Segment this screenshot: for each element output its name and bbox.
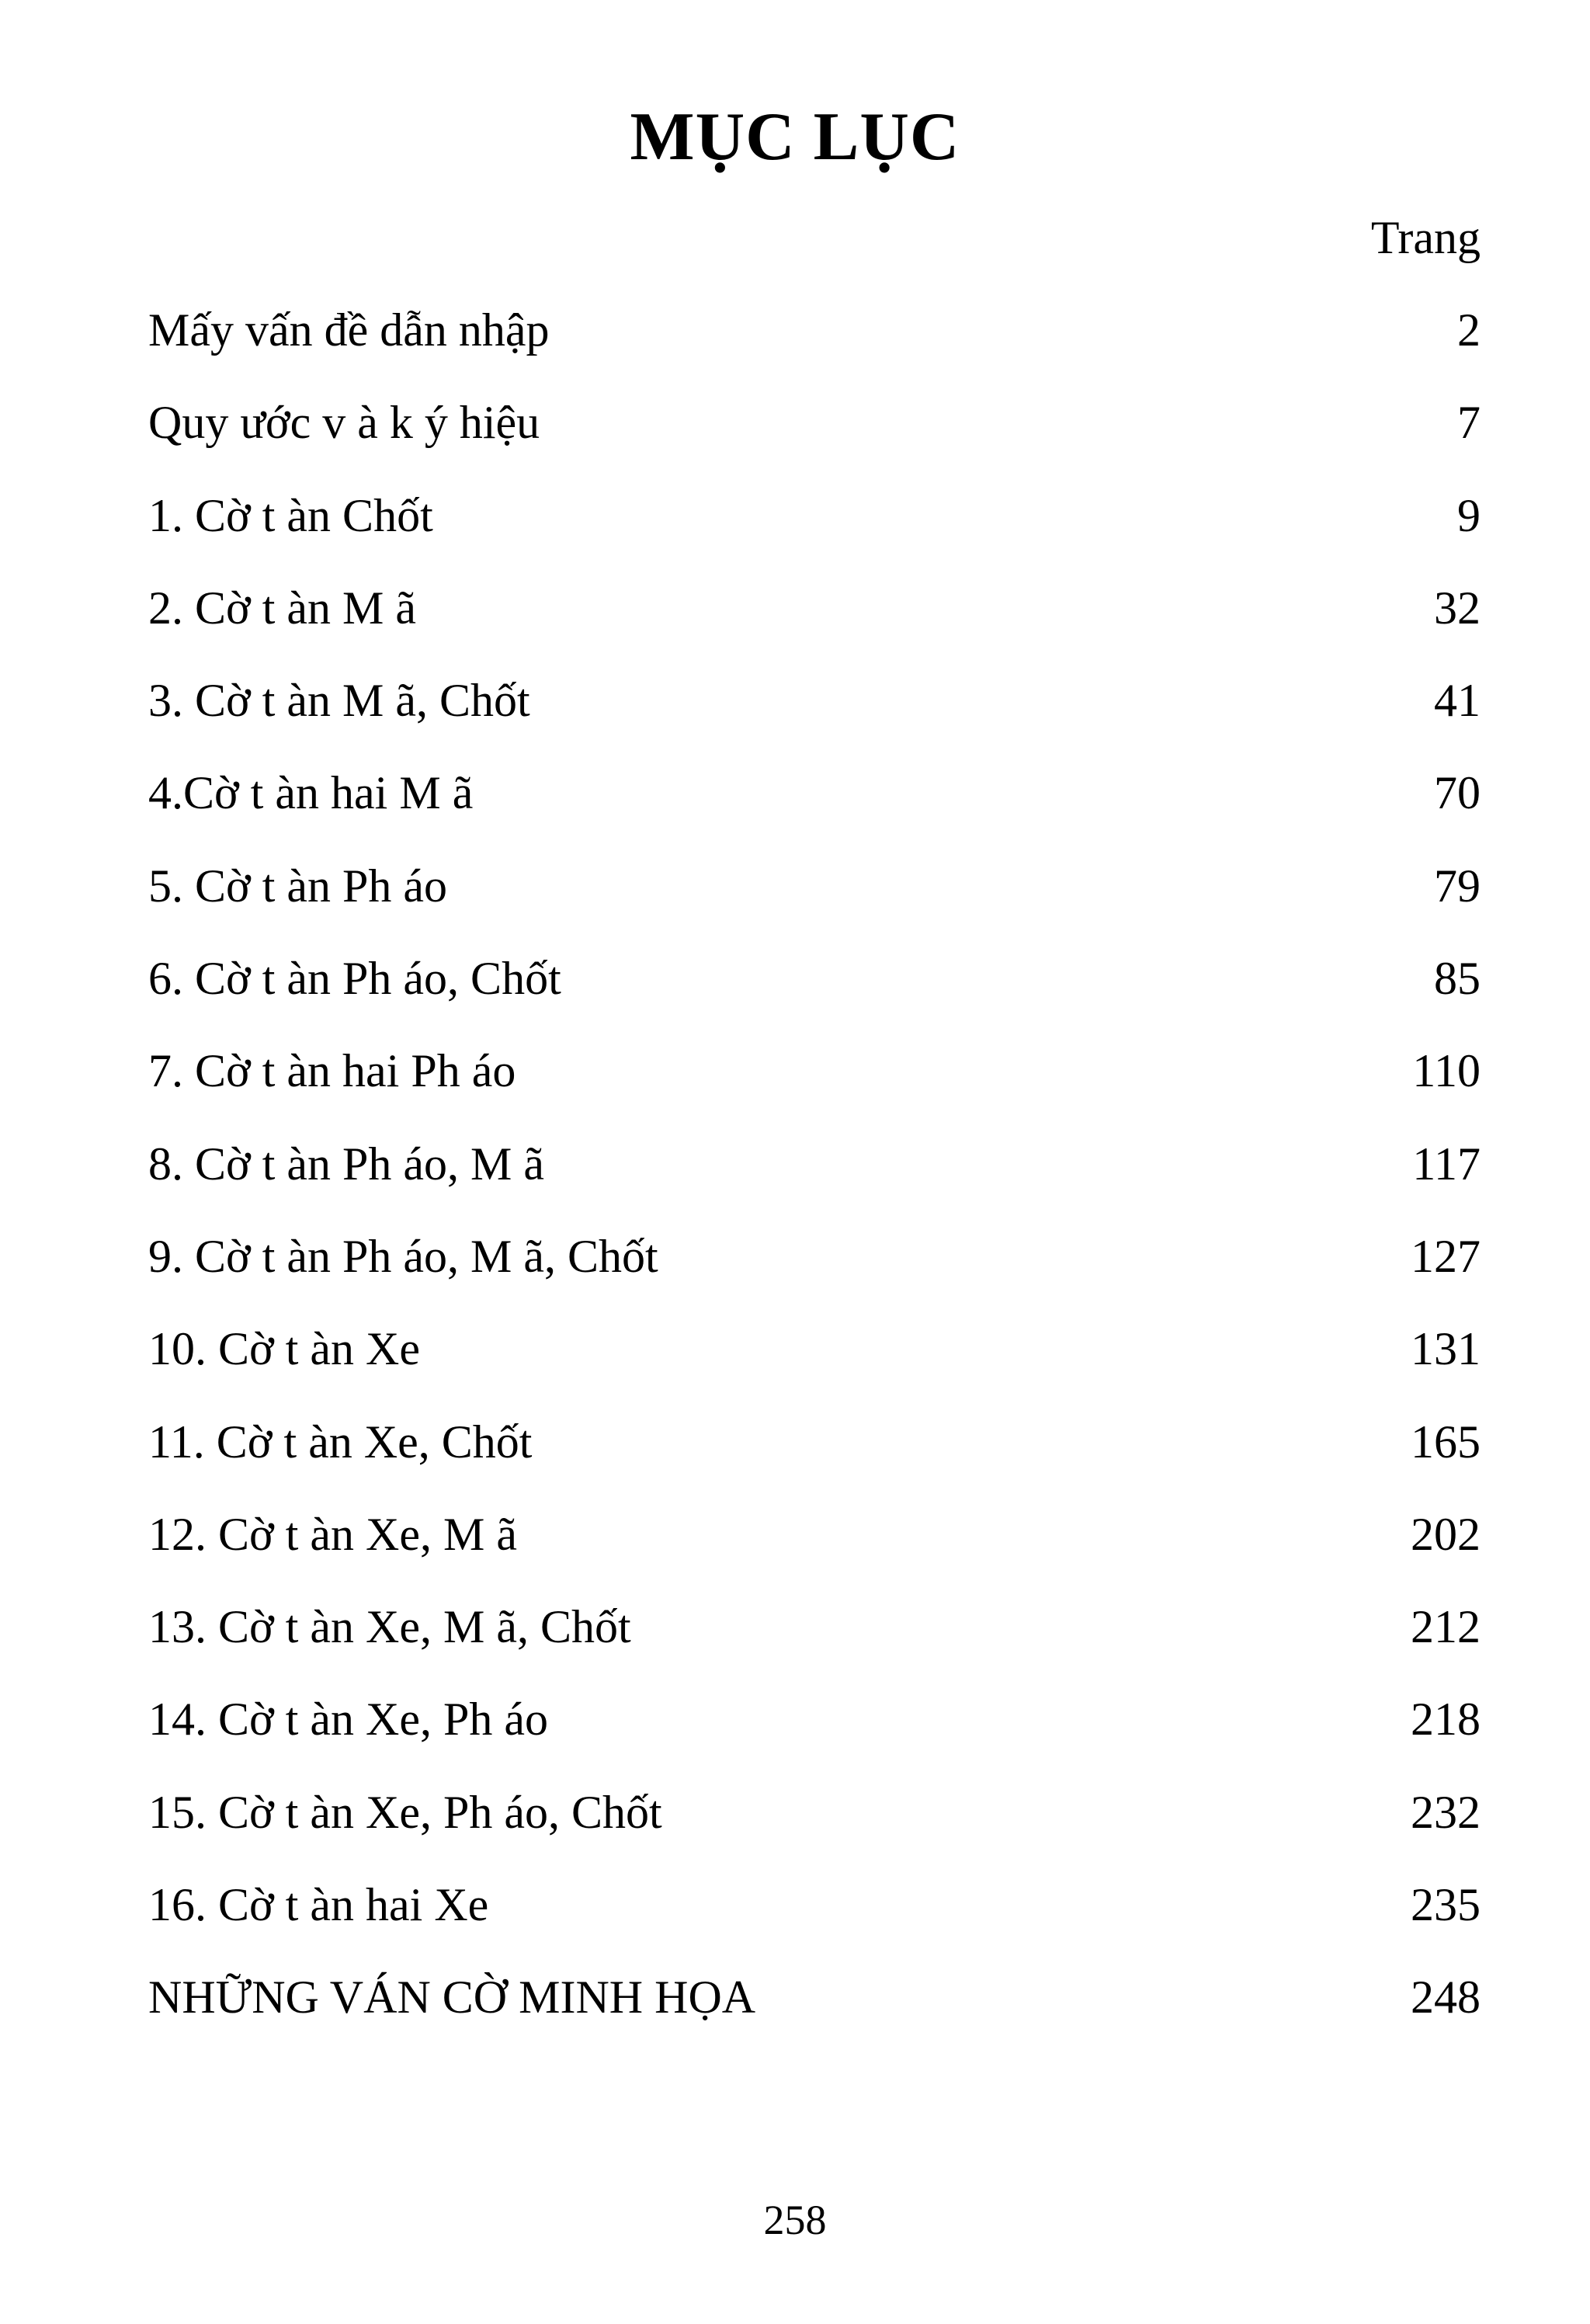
toc-entry-page: 117 [1412,1138,1481,1190]
toc-entry [148,488,1481,580]
toc-entry-page: 235 [1411,1879,1481,1931]
page-number: 258 [763,2197,827,2243]
toc-entry-title: 8. Cờ t àn Ph áo, M ã [148,1138,545,1190]
toc-entry-title: 1. Cờ t àn Chốt [148,489,433,541]
page-title: MỤC LỤC [630,99,960,175]
toc-entry-page: 41 [1434,675,1481,727]
toc-entry-title: 12. Cờ t àn Xe, M ã [148,1508,517,1560]
toc-entry-title: 5. Cờ t àn Ph áo [148,860,448,912]
toc-entry-page: 131 [1411,1323,1481,1375]
toc-entry [148,765,1481,857]
toc-entry-page: 232 [1411,1786,1481,1838]
toc-entry-title: 6. Cờ t àn Ph áo, Chốt [148,953,561,1005]
toc-entry-title: Quy ước v à k ý hiệu [148,397,540,449]
toc-entry-title: 2. Cờ t àn M ã [148,582,417,634]
toc-entry-title: NHỮNG VÁN CỜ MINH HỌA [148,1971,756,2024]
toc-entry-page: 70 [1434,767,1481,819]
toc-entry-page: 110 [1412,1045,1481,1097]
toc-entry [148,1877,1481,1969]
toc-entry-title: 10. Cờ t àn Xe [148,1323,421,1375]
toc-entry-page: 7 [1457,397,1481,449]
toc-entry [148,1969,1481,2062]
toc-entry-page: 218 [1411,1693,1481,1746]
toc-entry [148,1414,1481,1506]
toc-entry-page: 127 [1411,1230,1481,1282]
toc-entry [148,1691,1481,1784]
toc-entry [148,1043,1481,1135]
toc-entry-page: 165 [1411,1416,1481,1468]
toc-entry-page: 9 [1457,489,1481,541]
toc-entry-title: Mấy vấn đề dẫn nhập [148,304,550,356]
toc-entry-title: 7. Cờ t àn hai Ph áo [148,1045,516,1097]
toc-entry-title: 16. Cờ t àn hai Xe [148,1879,489,1931]
toc-entry-title: 15. Cờ t àn Xe, Ph áo, Chốt [148,1786,662,1838]
toc-entry-title: 14. Cờ t àn Xe, Ph áo [148,1693,549,1746]
toc-entry [148,580,1481,672]
table-of-contents [148,302,1481,2062]
toc-entry [148,1136,1481,1228]
page-column-label: Trang [1370,212,1481,263]
toc-entry-page: 212 [1411,1601,1481,1653]
toc-entry-page: 79 [1434,860,1481,912]
toc-entry-title: 3. Cờ t àn M ã, Chốt [148,675,530,727]
toc-entry [148,1321,1481,1413]
toc-entry-title: 9. Cờ t àn Ph áo, M ã, Chốt [148,1230,658,1282]
toc-entry [148,1228,1481,1321]
toc-entry-title: 4.Cờ t àn hai M ã [148,767,474,819]
toc-entry-page: 248 [1411,1971,1481,2024]
toc-entry [148,1506,1481,1599]
toc-entry-page: 85 [1434,953,1481,1005]
toc-entry [148,950,1481,1043]
toc-entry-page: 32 [1434,582,1481,634]
toc-entry [148,1784,1481,1877]
toc-entry [148,394,1481,487]
toc-entry-page: 202 [1411,1508,1481,1560]
toc-entry-title: 11. Cờ t àn Xe, Chốt [148,1416,533,1468]
toc-entry [148,672,1481,765]
toc-entry [148,858,1481,950]
toc-entry-page: 2 [1457,304,1481,356]
toc-entry-title: 13. Cờ t àn Xe, M ã, Chốt [148,1601,631,1653]
toc-entry [148,302,1481,394]
toc-entry [148,1599,1481,1691]
